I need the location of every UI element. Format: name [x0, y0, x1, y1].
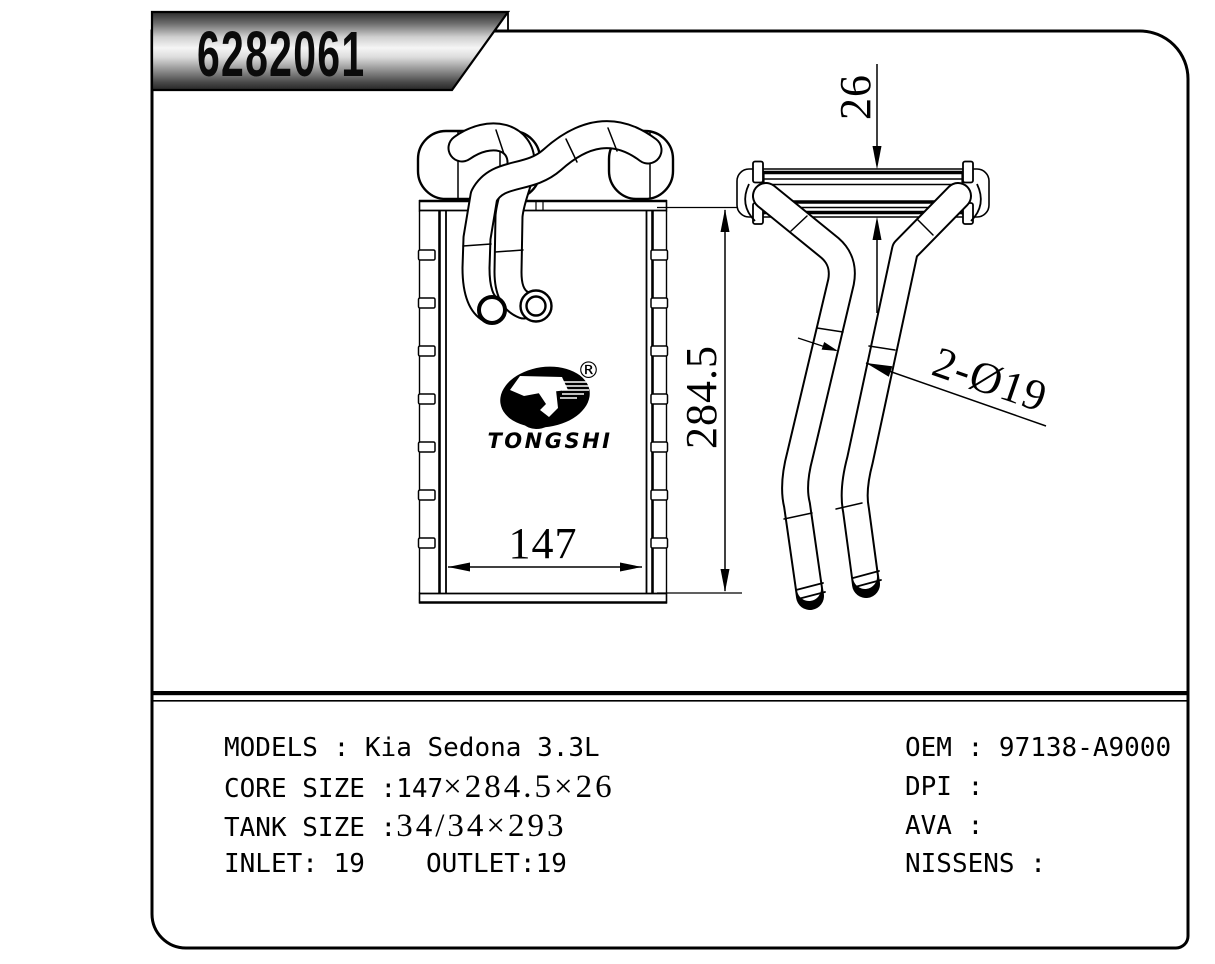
outlet-label: OUTLET: — [426, 849, 536, 879]
spec-core-size-row — [224, 769, 615, 805]
depth-dim-label: 26 — [831, 74, 880, 120]
part-number: 6282061 — [197, 18, 366, 90]
height-dim-label: 284.5 — [677, 345, 726, 449]
core-size-label: CORE SIZE : — [224, 774, 397, 804]
spec-inlet-outlet-row — [224, 849, 567, 879]
spec-tank-size-row — [224, 808, 567, 844]
outlet-value: 19 — [535, 849, 567, 879]
models-label: MODELS : — [224, 733, 365, 763]
width-dim-label: 147 — [508, 519, 578, 568]
inlet-port-circle — [479, 297, 505, 323]
side-pipes — [766, 196, 958, 599]
dpi-label: DPI : — [905, 772, 984, 802]
oem-value: 97138-A9000 — [998, 733, 1172, 763]
spec-oem-row — [905, 733, 1171, 763]
spec-ava-row — [905, 811, 983, 841]
core-size-value-prefix: 147 — [396, 774, 444, 804]
tank-size-label: TANK SIZE : — [224, 813, 397, 843]
inlet-label: INLET: — [224, 849, 334, 879]
registered-trademark-icon: ® — [577, 358, 600, 384]
inlet-value: 19 — [333, 849, 365, 879]
tank-size-value: 34/34×293 — [396, 808, 567, 844]
section-divider-thick — [152, 691, 1188, 695]
brand-wordmark: TONGSHI — [487, 429, 613, 453]
ava-label: AVA : — [905, 811, 984, 841]
pipe-callout-label: 2-Ø19 — [926, 337, 1054, 422]
spec-models-row — [224, 733, 600, 763]
core-size-value: ×284.5×26 — [443, 769, 615, 805]
side-view-drawing — [737, 64, 1046, 599]
nissens-label: NISSENS : — [905, 849, 1046, 879]
outlet-group — [426, 849, 567, 879]
models-value: Kia Sedona 3.3L — [364, 733, 600, 763]
spec-dpi-row — [905, 772, 983, 802]
spec-nissens-row — [905, 849, 1046, 879]
oem-label: OEM : — [905, 733, 999, 763]
